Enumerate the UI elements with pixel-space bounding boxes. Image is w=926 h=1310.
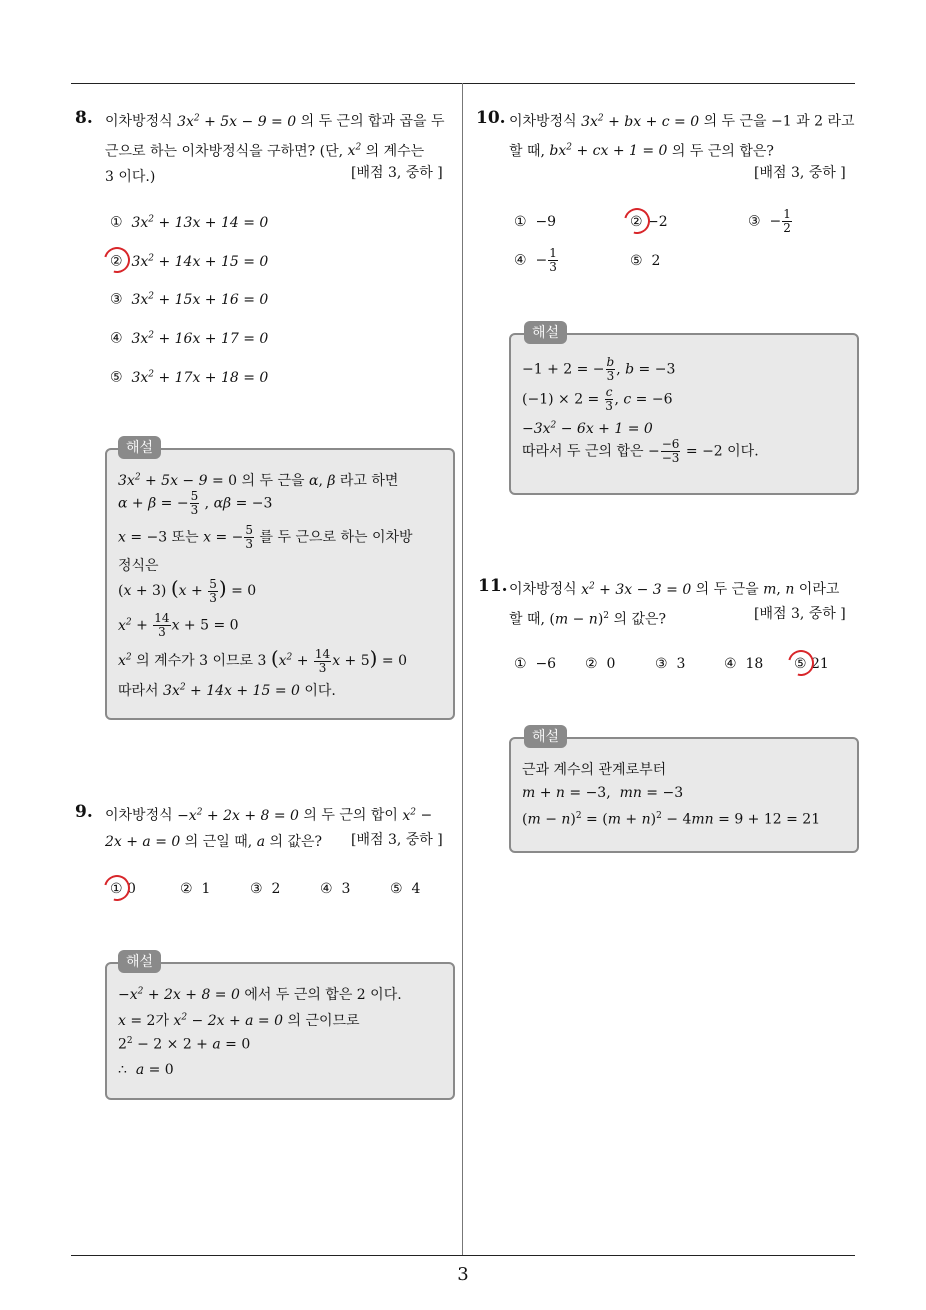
option-3[interactable]: ③ $3x^2 + 15x + 16 = 0$ (110, 291, 269, 308)
question-text-line: 근으로 하는 이차방정식을 구하면? (단, $x^2$ 의 계수는 (105, 142, 425, 160)
solution-line: $2^2 - 2 \times 2 + a = 0$ (118, 1036, 251, 1053)
solution-line: 정식은 (118, 558, 159, 574)
option-3[interactable]: ③ 2 (250, 881, 281, 897)
bottom-rule (71, 1255, 855, 1256)
solution-line: (x + 3) (x + $\frac{5}{3}$ ) = 0 (118, 576, 257, 605)
option-1[interactable]: ① −6 (514, 656, 557, 672)
option-2[interactable]: ② $3x^2 + 14x + 15 = 0$ (110, 253, 269, 270)
question-text-line: 할 때, $(m - n)^2$ 의 값은? (509, 610, 666, 628)
option-5[interactable]: ⑤ 2 (630, 253, 661, 269)
solution-line: $x^2$ + $\frac{14}{3}$ x + 5 = 0 (118, 611, 239, 639)
option-4[interactable]: ④ 3 (320, 881, 351, 897)
solution-label: 해설 (118, 436, 161, 459)
question-text (509, 105, 859, 164)
question-number: 11. (478, 576, 508, 596)
solution-line: α + β = − $\frac{5}{3}$ , αβ = −3 (118, 489, 273, 517)
option-3[interactable]: ③ − $\frac{1}{2}$ (748, 207, 791, 235)
top-rule (71, 83, 855, 84)
solution-line: 따라서 두 근의 합은 − $\frac{-6}{-3}$ = −2 이다. (522, 437, 759, 465)
option-1[interactable]: ① $3x^2 + 13x + 14 = 0$ (110, 214, 269, 231)
score-label: [배점 3, 중하 ] (754, 606, 846, 622)
option-1[interactable]: ① 0 (110, 881, 136, 897)
option-5[interactable]: ⑤ $3x^2 + 17x + 18 = 0$ (110, 369, 269, 386)
answer-mark-circle (99, 870, 135, 906)
solution-line: $-3x^2 - 6x + 1 = 0$ (522, 420, 653, 437)
solution-box (105, 962, 455, 1100)
page-number: 3 (457, 1264, 469, 1285)
solution-line: m + n = −3, mn = −3 (522, 785, 684, 801)
solution-line: 근과 계수의 관계로부터 (522, 762, 667, 778)
answer-mark-circle (619, 203, 655, 239)
option-3[interactable]: ③ 3 (655, 656, 686, 672)
option-5[interactable]: ⑤ 4 (390, 881, 421, 897)
option-4[interactable]: ④ $3x^2 + 16x + 17 = 0$ (110, 330, 269, 347)
solution-line: x = −3 또는 x = − $\frac{5}{3}$ 를 두 근으로 하는 이차방 (118, 523, 413, 551)
solution-line: 따라서 $3x^2 + 14x + 15 = 0$ 이다. (118, 682, 336, 699)
question-number: 9. (75, 802, 93, 822)
question-number: 8. (75, 108, 93, 128)
question-text-line: 이차방정식 $-x^2 + 2x + 8 = 0$ 의 두 근의 합이 $x^2$ − (105, 807, 433, 824)
option-2[interactable]: ② −2 (630, 214, 668, 230)
solution-line: (−1) × 2 = $\frac{c}{3}$ , c = −6 (522, 385, 673, 413)
answer-mark-circle (99, 242, 135, 278)
option-5[interactable]: ⑤ 21 (794, 656, 829, 672)
option-4[interactable]: ④ 18 (724, 656, 764, 672)
column-divider (462, 83, 463, 1255)
answer-mark-circle (783, 645, 819, 681)
solution-line: $3x^2 + 5x - 9 = 0$ 의 두 근을 α, β 라고 하면 (118, 472, 399, 489)
solution-line: −1 + 2 = − $\frac{b}{3}$ , b = −3 (522, 355, 676, 383)
option-4[interactable]: ④ − $\frac{1}{3}$ (514, 246, 557, 274)
solution-line: $-x^2 + 2x + 8 = 0$ 에서 두 근의 합은 2 이다. (118, 986, 402, 1003)
solution-label: 해설 (118, 950, 161, 973)
solution-label: 해설 (524, 725, 567, 748)
solution-line: x = 2가 $x^2 - 2x + a = 0$ 의 근이므로 (118, 1012, 360, 1029)
question-text-line: 이차방정식 $3x^2 + 5x - 9 = 0$ 의 두 근의 합과 곱을 두 (105, 113, 445, 130)
question-text-line: 이차방정식 $3x^2$ + bx + c = 0 의 두 근을 −1 과 2 라고 (509, 113, 855, 130)
question-text-line: 할 때, $bx^2$ + cx + 1 = 0 의 두 근의 합은? (509, 142, 774, 160)
solution-line: ∴ a = 0 (118, 1062, 174, 1078)
score-label: [배점 3, 중하 ] (351, 832, 443, 848)
solution-line: $(m - n)^2 = (m + n)^2 - 4mn = 9 + 12 = 21$ (522, 811, 821, 828)
option-2[interactable]: ② 0 (585, 656, 616, 672)
question-text-line: 3 이다.) (105, 169, 156, 186)
solution-line: $x^2$ 의 계수가 3 이므로 3 ($x^2$ + $\frac{14}{3}$ x + 5) = 0 (118, 646, 408, 675)
solution-label: 해설 (524, 321, 567, 344)
score-label: [배점 3, 중하 ] (754, 165, 846, 181)
option-2[interactable]: ② 1 (180, 881, 211, 897)
option-1[interactable]: ① −9 (514, 214, 557, 230)
question-text-line: 2x + a = 0 의 근일 때, a 의 값은? (105, 833, 323, 850)
question-text-line: 이차방정식 $x^2 + 3x - 3 = 0$ 의 두 근을 m, n 이라고 (509, 581, 840, 598)
question-number: 10. (476, 108, 506, 128)
score-label: [배점 3, 중하 ] (351, 165, 443, 181)
